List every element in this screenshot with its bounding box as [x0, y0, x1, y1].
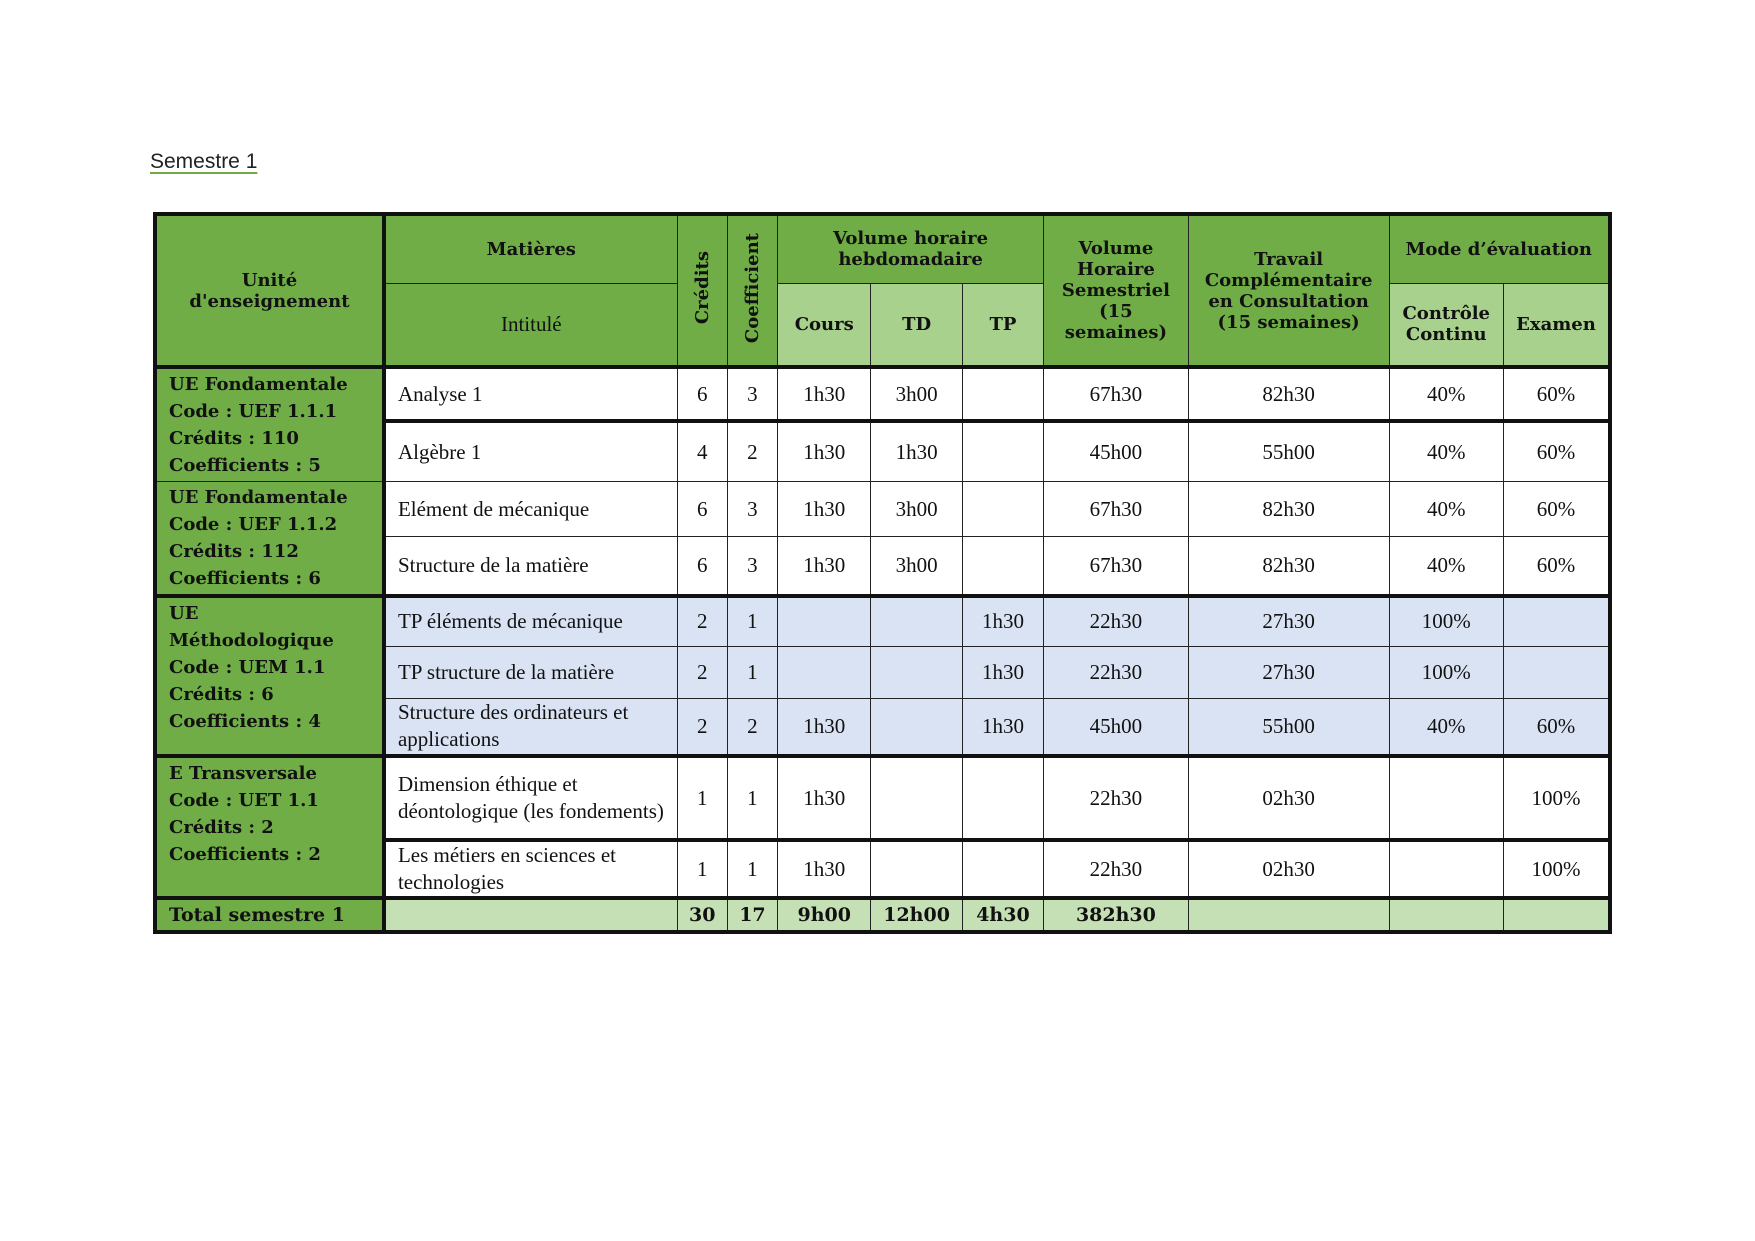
credits-cell: 4	[677, 421, 727, 481]
cours-cell	[778, 646, 871, 698]
tp-cell: 1h30	[962, 596, 1043, 646]
header-unite: Unité d'enseignement	[155, 214, 384, 367]
vhs-cell: 45h00	[1044, 698, 1189, 756]
td-cell	[871, 698, 962, 756]
credits-cell: 6	[677, 537, 727, 596]
table-row	[155, 756, 1610, 840]
total-row	[155, 898, 1610, 932]
unit-line: E Transversale	[169, 763, 317, 784]
td-cell	[871, 840, 962, 898]
coef-cell: 1	[727, 840, 777, 898]
unit-line: Crédits : 6	[169, 684, 274, 705]
tc-cell: 02h30	[1188, 840, 1389, 898]
matiere-cell: Analyse 1	[384, 367, 677, 421]
tc-cell: 27h30	[1188, 596, 1389, 646]
unit-line: Méthodologique	[169, 630, 334, 651]
total-empty-cell	[384, 898, 677, 932]
tc-cell: 02h30	[1188, 756, 1389, 840]
total-tc-cell	[1188, 898, 1389, 932]
matiere-cell: Structure des ordinateurs et applications	[384, 698, 677, 756]
credits-cell: 1	[677, 840, 727, 898]
tp-cell	[962, 421, 1043, 481]
table-row	[155, 482, 1610, 537]
exam-cell	[1503, 646, 1610, 698]
tc-cell: 82h30	[1188, 482, 1389, 537]
tc-cell: 55h00	[1188, 698, 1389, 756]
tp-cell: 1h30	[962, 646, 1043, 698]
header-td: TD	[871, 283, 962, 367]
matiere-cell: TP éléments de mécanique	[384, 596, 677, 646]
cc-cell	[1389, 840, 1503, 898]
section-title: Semestre 1	[150, 150, 258, 173]
tp-cell	[962, 537, 1043, 596]
tp-cell	[962, 482, 1043, 537]
tc-cell: 82h30	[1188, 367, 1389, 421]
unit-line: Crédits : 110	[169, 428, 299, 449]
credits-cell: 6	[677, 367, 727, 421]
header-mode-evaluation: Mode d’évaluation	[1389, 214, 1610, 283]
unit-line: Code : UET 1.1	[169, 790, 319, 811]
td-cell	[871, 646, 962, 698]
exam-cell: 60%	[1503, 367, 1610, 421]
unit-line: Coefficients : 5	[169, 455, 321, 476]
coef-cell: 1	[727, 646, 777, 698]
exam-cell: 60%	[1503, 537, 1610, 596]
cc-cell: 100%	[1389, 596, 1503, 646]
coef-cell: 1	[727, 756, 777, 840]
cc-cell: 40%	[1389, 421, 1503, 481]
exam-cell: 60%	[1503, 698, 1610, 756]
header-credits-label: Crédits	[691, 251, 713, 325]
unit-line: Coefficients : 2	[169, 844, 321, 865]
unit-line: UE Fondamentale	[169, 374, 348, 395]
unit-line: Code : UEF 1.1.2	[169, 514, 338, 535]
tc-cell: 82h30	[1188, 537, 1389, 596]
vhs-cell: 22h30	[1044, 840, 1189, 898]
vhs-cell: 67h30	[1044, 482, 1189, 537]
vhs-cell: 22h30	[1044, 756, 1189, 840]
matiere-cell: Elément de mécanique	[384, 482, 677, 537]
coef-cell: 3	[727, 367, 777, 421]
header-volume-semestriel: Volume Horaire Semestriel (15 semaines)	[1044, 214, 1189, 367]
matiere-cell: Structure de la matière	[384, 537, 677, 596]
header-tp: TP	[962, 283, 1043, 367]
total-td-cell: 12h00	[871, 898, 962, 932]
unit-line: Coefficients : 4	[169, 711, 321, 732]
header-travail-complementaire: Travail Complémentaire en Consultation (15 semaines)	[1188, 214, 1389, 367]
cc-cell: 40%	[1389, 482, 1503, 537]
credits-cell: 2	[677, 646, 727, 698]
total-exam-cell	[1503, 898, 1610, 932]
header-coefficient-label: Coefficient	[741, 232, 763, 344]
tc-cell: 27h30	[1188, 646, 1389, 698]
vhs-cell: 45h00	[1044, 421, 1189, 481]
unit-cell	[155, 596, 384, 756]
matiere-cell: Les métiers en sciences et technologies	[384, 840, 677, 898]
td-cell: 3h00	[871, 482, 962, 537]
vhs-cell: 22h30	[1044, 596, 1189, 646]
matiere-cell: Dimension éthique et déontologique (les fondements)	[384, 756, 677, 840]
td-cell: 3h00	[871, 367, 962, 421]
unit-line: Crédits : 2	[169, 817, 274, 838]
cc-cell: 40%	[1389, 698, 1503, 756]
total-credits-cell: 30	[677, 898, 727, 932]
td-cell: 3h00	[871, 537, 962, 596]
unit-line: Coefficients : 6	[169, 568, 321, 589]
total-coef-cell: 17	[727, 898, 777, 932]
tp-cell	[962, 756, 1043, 840]
table-row	[155, 367, 1610, 421]
unit-cell	[155, 367, 384, 482]
exam-cell: 60%	[1503, 482, 1610, 537]
credits-cell: 6	[677, 482, 727, 537]
tp-cell	[962, 367, 1043, 421]
exam-cell: 60%	[1503, 421, 1610, 481]
total-tp-cell: 4h30	[962, 898, 1043, 932]
tp-cell: 1h30	[962, 698, 1043, 756]
tp-cell	[962, 840, 1043, 898]
unit-line: UE Fondamentale	[169, 487, 348, 508]
cc-cell: 40%	[1389, 367, 1503, 421]
td-cell	[871, 756, 962, 840]
unit-line: Code : UEM 1.1	[169, 657, 326, 678]
vhs-cell: 22h30	[1044, 646, 1189, 698]
cc-cell: 100%	[1389, 646, 1503, 698]
unit-cell	[155, 756, 384, 898]
cours-cell	[778, 596, 871, 646]
header-controle-continu: Contrôle Continu	[1389, 283, 1503, 367]
exam-cell	[1503, 596, 1610, 646]
td-cell	[871, 596, 962, 646]
total-label: Total semestre 1	[155, 898, 384, 932]
semester-table	[153, 212, 1612, 934]
matiere-cell: TP structure de la matière	[384, 646, 677, 698]
header-matieres: Matières	[384, 214, 677, 283]
cours-cell: 1h30	[778, 756, 871, 840]
header-coefficient	[727, 214, 777, 367]
vhs-cell: 67h30	[1044, 367, 1189, 421]
table-row	[155, 596, 1610, 646]
unit-line: Crédits : 112	[169, 541, 299, 562]
tc-cell: 55h00	[1188, 421, 1389, 481]
credits-cell: 2	[677, 596, 727, 646]
cours-cell: 1h30	[778, 482, 871, 537]
cours-cell: 1h30	[778, 840, 871, 898]
coef-cell: 3	[727, 482, 777, 537]
unit-line: Code : UEF 1.1.1	[169, 401, 338, 422]
header-intitule: Intitulé	[384, 283, 677, 367]
total-cours-cell: 9h00	[778, 898, 871, 932]
vhs-cell: 67h30	[1044, 537, 1189, 596]
coef-cell: 2	[727, 421, 777, 481]
header-volume-hebdo: Volume horaire hebdomadaire	[778, 214, 1044, 283]
cours-cell: 1h30	[778, 421, 871, 481]
cc-cell: 40%	[1389, 537, 1503, 596]
credits-cell: 2	[677, 698, 727, 756]
header-examen: Examen	[1503, 283, 1610, 367]
td-cell: 1h30	[871, 421, 962, 481]
coef-cell: 1	[727, 596, 777, 646]
unit-line: UE	[169, 603, 199, 624]
cours-cell: 1h30	[778, 367, 871, 421]
cours-cell: 1h30	[778, 537, 871, 596]
matiere-cell: Algèbre 1	[384, 421, 677, 481]
coef-cell: 3	[727, 537, 777, 596]
cc-cell	[1389, 756, 1503, 840]
coef-cell: 2	[727, 698, 777, 756]
exam-cell: 100%	[1503, 756, 1610, 840]
total-cc-cell	[1389, 898, 1503, 932]
exam-cell: 100%	[1503, 840, 1610, 898]
total-vhs-cell: 382h30	[1044, 898, 1189, 932]
credits-cell: 1	[677, 756, 727, 840]
cours-cell: 1h30	[778, 698, 871, 756]
header-cours: Cours	[778, 283, 871, 367]
unit-cell	[155, 482, 384, 597]
header-credits	[677, 214, 727, 367]
